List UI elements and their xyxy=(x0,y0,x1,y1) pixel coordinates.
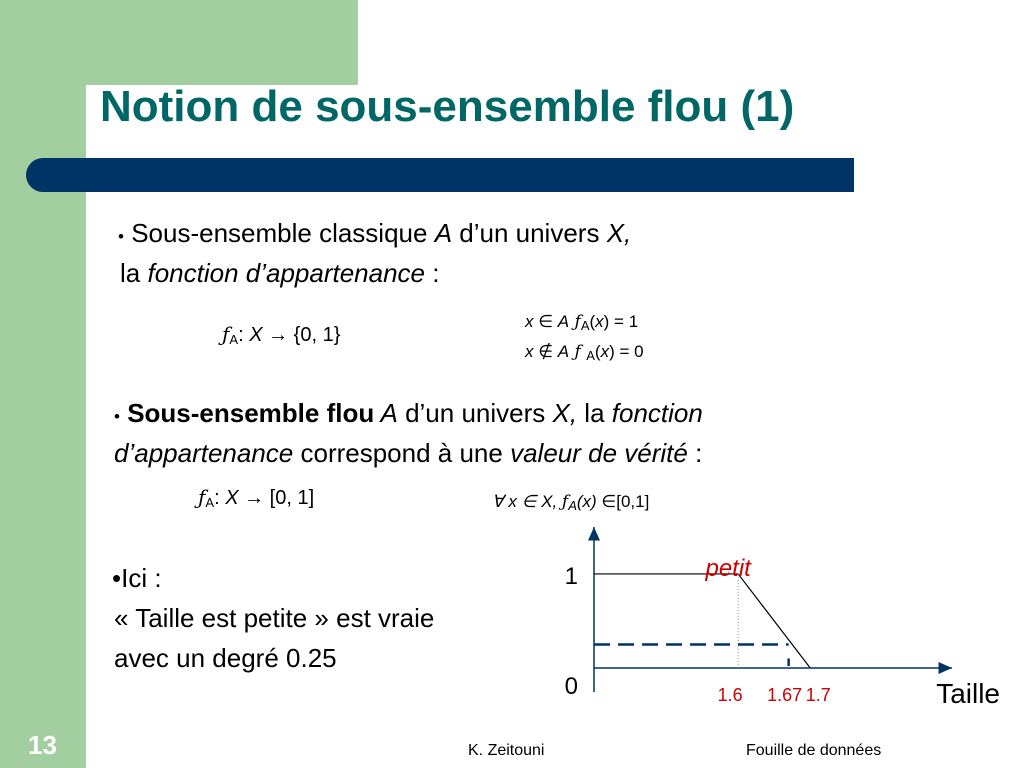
not-in-symbol: ∉ xyxy=(533,342,558,361)
text: ) = 0 xyxy=(609,342,644,361)
subscript-a: A xyxy=(580,318,590,333)
var-x: x xyxy=(525,342,534,361)
text: correspond à une xyxy=(293,438,511,468)
text: : xyxy=(425,258,440,288)
truth-value-term: valeur de vérité xyxy=(510,438,688,468)
subscript-a: A xyxy=(205,495,215,510)
text: ( xyxy=(589,312,596,331)
bullet-3-line-3: avec un degré 0.25 xyxy=(114,643,337,673)
universe-x: X, xyxy=(552,398,578,428)
text: : xyxy=(687,438,703,468)
f-symbol: ƒ xyxy=(198,485,206,509)
text: [0,1] xyxy=(616,492,650,511)
slide-number: 13 xyxy=(28,730,57,760)
x-tick-label: 1.6 xyxy=(717,685,743,705)
text: : xyxy=(214,487,226,509)
text: d’appartenance xyxy=(114,438,294,468)
f-symbol: ƒ xyxy=(561,492,569,512)
bullet-dot: • xyxy=(114,407,120,426)
x-tick-label: 1.67 xyxy=(767,685,803,705)
f-symbol: ƒ xyxy=(222,322,230,346)
text: ∈ X, xyxy=(521,492,562,511)
in-symbol: ∈ xyxy=(533,312,558,331)
f-symbol: ƒ xyxy=(569,312,581,332)
universe-x: X xyxy=(225,487,239,509)
var-x: x xyxy=(525,312,534,331)
x-axis-label: Taille xyxy=(936,678,1000,709)
text: ∀ x xyxy=(492,492,522,511)
footer-course: Fouille de données xyxy=(746,742,882,759)
text: ( xyxy=(594,342,601,361)
series-line-0 xyxy=(594,574,810,668)
subscript-a: A xyxy=(568,498,577,513)
text: la xyxy=(577,398,612,428)
x-tick-label: 1.7 xyxy=(805,685,831,705)
y-tick-label: 1 xyxy=(564,562,578,590)
bullet-3-line-2: « Taille est petite » est vraie xyxy=(114,603,435,633)
text: la xyxy=(120,258,148,288)
footer-author: K. Zeitouni xyxy=(468,742,545,759)
text: → [0, 1] xyxy=(238,487,315,509)
universe-x: X, xyxy=(606,218,632,248)
fuzzy-subset-term: Sous-ensemble flou xyxy=(127,398,375,428)
series-label: petit xyxy=(705,555,751,582)
bullet-3-line-1: •Ici : xyxy=(112,563,162,593)
slide-title: Notion de sous-ensemble flou (1) xyxy=(100,82,795,131)
text: d’un univers xyxy=(397,398,553,428)
bullet-dot: • xyxy=(118,227,124,246)
var-x: x xyxy=(595,312,604,331)
membership-function-term: fonction d’appartenance xyxy=(147,258,426,288)
text: → {0, 1} xyxy=(262,324,341,346)
set-a: A xyxy=(374,398,398,428)
text: (x) xyxy=(576,492,602,511)
subscript-a: A xyxy=(586,348,595,363)
text: fonction xyxy=(611,398,703,428)
universe-x: X xyxy=(249,324,263,346)
in-symbol: ∈ xyxy=(601,492,617,511)
text: d’un univers xyxy=(452,218,607,248)
text: Sous-ensemble classique xyxy=(131,218,435,248)
y-tick-label: 0 xyxy=(564,673,578,700)
f-symbol: ƒ xyxy=(569,342,587,362)
text: ) = 1 xyxy=(603,312,639,331)
text: : xyxy=(238,324,250,346)
var-x: x xyxy=(600,342,610,361)
set-a: A xyxy=(557,312,570,331)
subscript-a: A xyxy=(229,332,239,347)
set-a: A xyxy=(557,342,570,361)
set-a: A xyxy=(434,218,453,248)
